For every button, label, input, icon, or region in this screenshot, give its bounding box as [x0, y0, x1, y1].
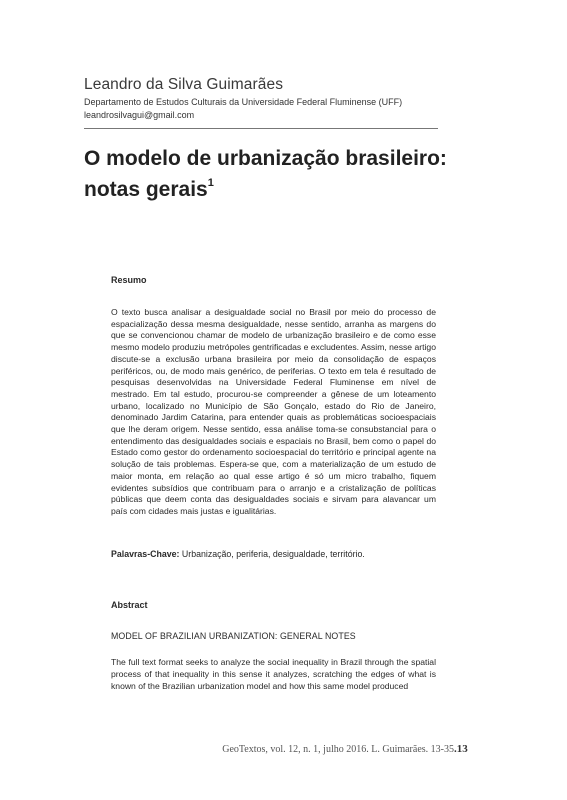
page-number: .13 [454, 743, 468, 755]
abstract-body: The full text format seeks to analyze the social inequality in Brazil through the spatial process of that inequality in this sense it analyzes, scratching the edges of what is known of the Brazilian urbanization model and how this same model produced [111, 657, 436, 691]
resumo-heading: Resumo [111, 275, 147, 285]
resumo-body: O texto busca analisar a desigualdade social no Brasil por meio do processo de espacialização dessa mesma desigualdade, nesse sentido, arranha as margens do que se convencionou chamar de modelo de urbanização brasileiro e de como esse mesmo modelo produziu metrópoles gentrificadas e excludentes. Assim, nesse artigo discute-se a exclusão urbana brasileira por meio da consolidação de espaços periféricos, ou, de modo mais genérico, de periferias. O texto em tela é resultado de pesquisas desenvolvidas na Universidade Federal Fluminense em nível de mestrado. Em tal estudo, procurou-se compreender a gênese de um loteamento urbano, localizado no Município de São Gonçalo, estado do Rio de Janeiro, denominado Jardim Catarina, para entender quais as problemáticas socioespaciais que lhe deram origem. Nesse sentido, essa análise toma-se consubstancial para o entendimento das desigualdades sociais e espaciais no Brasil, bem como o papel do Estado como gestor do ordenamento socioespacial do território e principal agente na solução de tais problemas. Espera-se que, com a materialização de um estudo de maior monta, em relação ao qual esse artigo é só um micro trabalho, fiquem evidentes subsídios que contribuam para o arranjo e a cristalização de políticas públicas que deem conta das desigualdades sociais e sirvam para alavancar um país com cidades mais justas e igualitárias. [111, 307, 436, 516]
title-footnote-mark[interactable]: 1 [207, 177, 214, 189]
keywords-line [111, 549, 365, 559]
keywords-label: Palavras-Chave: [111, 549, 180, 559]
author-email[interactable]: leandrosilvagui@gmail.com [84, 110, 195, 120]
author-name: Leandro da Silva Guimarães [84, 76, 284, 93]
header-divider [84, 128, 438, 129]
footer-citation: GeoTextos, vol. 12, n. 1, julho 2016. L. Guimarães. 13-35 [222, 744, 454, 755]
author-affiliation: Departamento de Estudos Culturais da Universidade Federal Fluminense (UFF) [84, 97, 403, 107]
abstract-english-title: MODEL OF BRAZILIAN URBANIZATION: GENERAL NOTES [111, 631, 356, 641]
keywords-text: Urbanização, periferia, desigualdade, território. [181, 549, 365, 559]
paper-title [84, 147, 464, 202]
paper-title-text: O modelo de urbanização brasileiro: notas gerais [84, 147, 447, 201]
abstract-heading: Abstract [111, 600, 148, 610]
